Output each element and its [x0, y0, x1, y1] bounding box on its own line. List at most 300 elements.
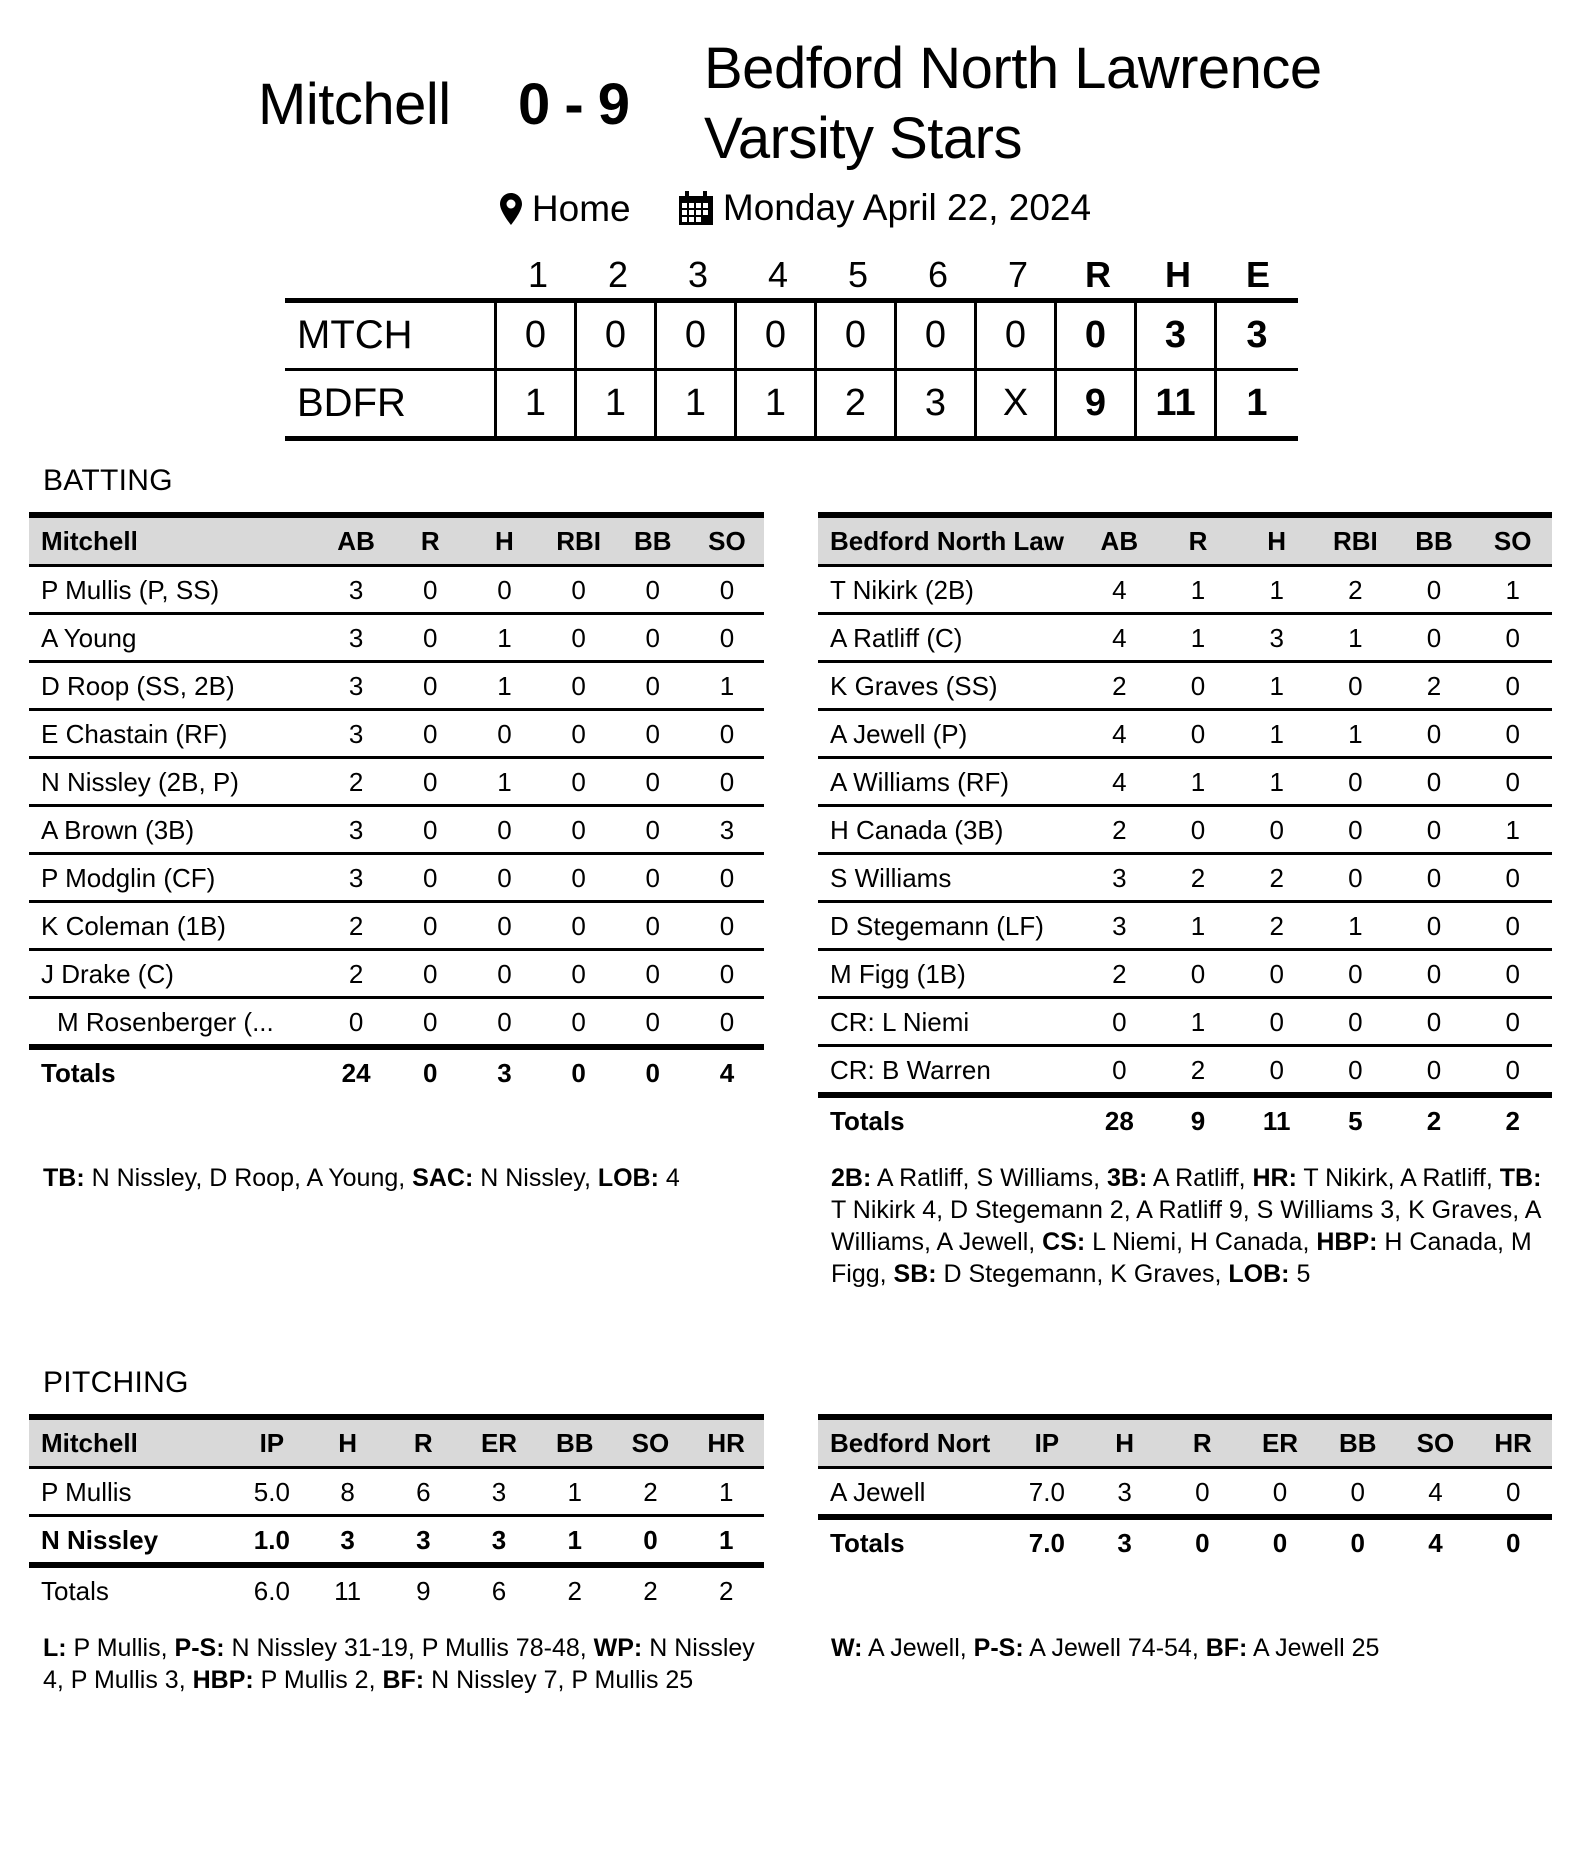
- stat-value: 0: [423, 863, 438, 893]
- stat-value: 0: [719, 959, 735, 989]
- note-value: A Jewell,: [862, 1634, 974, 1662]
- player-name[interactable]: P Mullis: [41, 1477, 132, 1507]
- totals-value: 28: [1104, 1106, 1134, 1136]
- stat-value: 0: [571, 623, 586, 653]
- column-header: R: [1192, 1428, 1212, 1458]
- player-name[interactable]: E Chastain (RF): [41, 719, 228, 749]
- note-key: L:: [43, 1634, 67, 1662]
- inning-score: 0: [817, 303, 897, 368]
- stat-value: 2: [348, 767, 364, 797]
- totals-value: 9: [416, 1576, 431, 1606]
- stat-value: 0: [1190, 671, 1206, 701]
- note-value: P Mullis 2,: [253, 1666, 383, 1694]
- pitching-notes-home: [831, 1632, 1561, 1664]
- stat-value: 0: [1190, 719, 1206, 749]
- stat-value: 1: [1190, 1007, 1206, 1037]
- table-row: [818, 903, 1552, 951]
- stat-value: 3: [1117, 1477, 1132, 1507]
- stat-value: 0: [1348, 1007, 1363, 1037]
- stat-value: 0: [1505, 959, 1520, 989]
- stat-value: 0: [1505, 1055, 1520, 1085]
- stat-value: 0: [497, 959, 512, 989]
- note-value: N Nissley, D Roop, A Young,: [84, 1164, 413, 1192]
- table-row: [818, 1047, 1552, 1098]
- note-value: 4: [658, 1164, 680, 1192]
- player-name[interactable]: A Young: [41, 623, 137, 653]
- totals-label: Totals: [41, 1058, 116, 1088]
- column-header-team: Mitchell: [41, 1428, 138, 1458]
- stat-value: 1: [1190, 767, 1206, 797]
- stat-value: 0: [645, 863, 660, 893]
- stat-value: 3: [719, 815, 735, 845]
- stat-value: 0: [1269, 815, 1284, 845]
- totals-value: 6.0: [253, 1576, 290, 1606]
- inning-score: 0: [897, 303, 977, 368]
- note-value: A Ratliff,: [1147, 1164, 1253, 1192]
- stat-value: 0: [348, 1007, 364, 1037]
- player-name[interactable]: P Modglin (CF): [41, 863, 216, 893]
- stat-value: 0: [1269, 1055, 1284, 1085]
- stat-value: 1: [1269, 719, 1284, 749]
- stat-value: 2: [1348, 575, 1363, 605]
- totals-value: 2: [567, 1576, 582, 1606]
- column-header: BB: [633, 526, 672, 556]
- stat-value: 0: [497, 719, 512, 749]
- note-value: L Niemi, H Canada,: [1085, 1228, 1317, 1256]
- location-text: Home: [531, 188, 631, 229]
- stat-value: 2: [348, 959, 364, 989]
- stat-value: 1: [719, 671, 735, 701]
- player-name[interactable]: D Stegemann (LF): [830, 911, 1044, 941]
- player-name[interactable]: M Figg (1B): [830, 959, 966, 989]
- totals-value: 11: [334, 1576, 362, 1606]
- total-errors: 3: [1246, 314, 1268, 356]
- stat-value: 4: [1112, 719, 1127, 749]
- stat-value: 0: [1350, 1477, 1365, 1507]
- totals-row: [29, 1568, 764, 1613]
- totals-value: 0: [1350, 1528, 1365, 1558]
- stat-value: 0: [423, 1007, 438, 1037]
- table-row: [29, 615, 764, 663]
- stat-value: 3: [348, 815, 364, 845]
- stat-value: 0: [719, 623, 735, 653]
- stat-value: 0: [1426, 575, 1442, 605]
- linescore-team: MTCH: [285, 303, 497, 368]
- inning-score: 1: [577, 371, 657, 436]
- stat-value: 7.0: [1028, 1477, 1065, 1507]
- linescore-col: 3: [687, 254, 709, 295]
- totals-value: 2: [1505, 1106, 1520, 1136]
- note-key: BF:: [382, 1666, 425, 1694]
- totals-value: 4: [719, 1058, 735, 1088]
- stat-value: 0: [1348, 959, 1363, 989]
- table-row: [818, 663, 1552, 711]
- table-row: [818, 567, 1552, 615]
- map-pin-icon: [500, 193, 522, 225]
- stat-value: 1: [1348, 719, 1363, 749]
- stat-value: 0: [1272, 1477, 1288, 1507]
- linescore-team: BDFR: [285, 371, 497, 436]
- stat-value: 0: [571, 671, 586, 701]
- player-name[interactable]: T Nikirk (2B): [830, 575, 974, 605]
- stat-value: 4: [1112, 767, 1127, 797]
- player-name[interactable]: H Canada (3B): [830, 815, 1004, 845]
- calendar-icon: [679, 191, 713, 225]
- note-key: SB:: [893, 1260, 937, 1288]
- note-key: CS:: [1042, 1228, 1086, 1256]
- totals-label: Totals: [830, 1528, 905, 1558]
- stat-value: 2: [1190, 1055, 1206, 1085]
- player-name[interactable]: A Ratliff (C): [830, 623, 963, 653]
- stat-value: 0: [1348, 671, 1363, 701]
- stat-value: 0: [497, 911, 512, 941]
- player-name[interactable]: N Nissley (2B, P): [41, 767, 239, 797]
- away-team-name: Mitchell: [258, 72, 451, 137]
- note-value: N Nissley 4, P Mullis 3,: [43, 1634, 755, 1694]
- note-key: LOB:: [597, 1164, 659, 1192]
- linescore-col: 6: [927, 254, 949, 295]
- stat-value: 0: [497, 863, 512, 893]
- stat-value: 1: [718, 1525, 734, 1555]
- note-value: 5: [1289, 1260, 1311, 1288]
- table-row: [818, 711, 1552, 759]
- stat-value: 2: [1269, 911, 1284, 941]
- stat-value: 3: [1112, 911, 1127, 941]
- linescore: [285, 252, 1298, 441]
- table-row: [29, 1469, 764, 1517]
- column-header: SO: [631, 1428, 670, 1458]
- stat-value: 0: [571, 815, 586, 845]
- stat-value: 0: [1426, 719, 1442, 749]
- note-key: HR:: [1252, 1164, 1297, 1192]
- column-header: H: [495, 526, 514, 556]
- player-name[interactable]: CR: L Niemi: [830, 1007, 970, 1037]
- linescore-col-errors: E: [1245, 254, 1270, 295]
- stat-value: 0: [645, 1007, 660, 1037]
- totals-row: [818, 1098, 1552, 1143]
- inning-score: 0: [737, 303, 817, 368]
- stat-value: 0: [423, 911, 438, 941]
- player-name[interactable]: J Drake (C): [41, 959, 174, 989]
- column-header: BB: [555, 1428, 594, 1458]
- column-header: RBI: [1332, 526, 1378, 556]
- stat-value: 0: [497, 1007, 512, 1037]
- stat-value: 0: [1505, 767, 1520, 797]
- inning-score: 0: [577, 303, 657, 368]
- batting-section-title: BATTING: [43, 464, 173, 497]
- pitching-notes-away: [43, 1632, 768, 1696]
- stat-value: 1.0: [253, 1525, 290, 1555]
- player-name[interactable]: A Jewell (P): [830, 719, 968, 749]
- column-header: H: [1267, 526, 1287, 556]
- stat-value: 1: [1269, 671, 1284, 701]
- linescore-col: 7: [1007, 254, 1029, 295]
- column-header: IP: [1034, 1428, 1060, 1458]
- stat-value: 0: [719, 575, 735, 605]
- stat-value: 1: [1190, 623, 1206, 653]
- stat-value: 3: [416, 1525, 431, 1555]
- linescore-col: 4: [767, 254, 789, 295]
- stat-value: 0: [645, 911, 660, 941]
- column-header: BB: [1338, 1428, 1377, 1458]
- totals-label: Totals: [41, 1576, 109, 1606]
- stat-value: 0: [1190, 959, 1206, 989]
- stat-value: 0: [1269, 1007, 1284, 1037]
- stat-value: 3: [348, 575, 364, 605]
- totals-value: 0: [423, 1058, 438, 1088]
- stat-value: 0: [1269, 959, 1284, 989]
- column-header-team: Mitchell: [41, 526, 138, 556]
- inning-score: 2: [817, 371, 897, 436]
- stat-value: 0: [719, 767, 735, 797]
- totals-value: 0: [1272, 1528, 1288, 1558]
- stat-value: 0: [1195, 1477, 1210, 1507]
- stat-value: 0: [1426, 959, 1442, 989]
- player-name[interactable]: D Roop (SS, 2B): [41, 671, 235, 701]
- stat-value: 0: [1505, 911, 1520, 941]
- table-row: [29, 999, 764, 1050]
- stat-value: 0: [1348, 1055, 1363, 1085]
- totals-value: 11: [1262, 1106, 1291, 1136]
- totals-value: 24: [341, 1058, 371, 1088]
- note-value: N Nissley,: [473, 1164, 598, 1192]
- stat-value: 0: [1505, 863, 1520, 893]
- table-row: [29, 759, 764, 807]
- total-hits: 3: [1137, 303, 1217, 368]
- batting-table-away: [29, 512, 764, 1095]
- table-row: [818, 951, 1552, 999]
- note-key: SAC:: [412, 1164, 474, 1192]
- column-header: AB: [1100, 526, 1139, 556]
- stat-value: 2: [1190, 863, 1206, 893]
- note-value: N Nissley 7, P Mullis 25: [424, 1666, 694, 1694]
- totals-value: 2: [643, 1576, 658, 1606]
- player-name[interactable]: K Graves (SS): [830, 671, 998, 701]
- player-name[interactable]: CR: B Warren: [830, 1055, 991, 1085]
- linescore-col: 1: [527, 254, 549, 295]
- table-row: [29, 855, 764, 903]
- batting-table-home: [818, 512, 1552, 1143]
- date-text: Monday April 22, 2024: [722, 187, 1092, 228]
- game-date: [679, 185, 1091, 231]
- stat-value: 1: [497, 671, 512, 701]
- note-value: A Jewell 74-54,: [1023, 1634, 1206, 1662]
- table-row: [29, 711, 764, 759]
- stat-value: 1: [1269, 575, 1284, 605]
- stat-value: 0: [645, 623, 660, 653]
- table-header: [29, 1420, 764, 1469]
- stat-value: 0: [645, 815, 660, 845]
- stat-value: 0: [571, 1007, 586, 1037]
- inning-score: 1: [497, 371, 577, 436]
- linescore-row-away: [285, 303, 1298, 368]
- stat-value: 0: [571, 575, 586, 605]
- note-key: TB:: [1499, 1164, 1542, 1192]
- stat-value: 3: [340, 1525, 355, 1555]
- stat-value: 0: [1348, 815, 1363, 845]
- player-name[interactable]: P Mullis (P, SS): [41, 575, 220, 605]
- stat-value: 0: [1426, 767, 1442, 797]
- stat-value: 0: [571, 767, 586, 797]
- totals-value: 6: [491, 1576, 507, 1606]
- note-key: BF:: [1205, 1634, 1248, 1662]
- table-row: [818, 1469, 1552, 1520]
- totals-value: 9: [1190, 1106, 1206, 1136]
- player-name[interactable]: A Williams (RF): [830, 767, 1010, 797]
- stat-value: 0: [719, 719, 735, 749]
- table-row: [29, 951, 764, 999]
- stat-value: 1: [1348, 911, 1363, 941]
- player-name[interactable]: N Nissley: [41, 1525, 159, 1555]
- totals-value: 7.0: [1028, 1528, 1065, 1558]
- stat-value: 0: [1505, 623, 1520, 653]
- note-value: T Nikirk 4, D Stegemann 2, A Ratliff 9, S Williams 3, K Graves, A Williams, A Jewell,: [831, 1196, 1541, 1256]
- stat-value: 0: [1426, 1007, 1442, 1037]
- stat-value: 0: [645, 671, 660, 701]
- home-team-name-line2: Varsity Stars: [704, 106, 1022, 171]
- player-name[interactable]: S Williams: [830, 863, 952, 893]
- total-hits: 11: [1137, 371, 1217, 436]
- note-key: HBP:: [1316, 1228, 1378, 1256]
- column-header: R: [413, 1428, 433, 1458]
- stat-value: 1: [567, 1525, 582, 1555]
- stat-value: 2: [1269, 863, 1284, 893]
- home-team-name-line1: Bedford North Lawrence: [704, 36, 1322, 101]
- game-meta: [0, 185, 1591, 236]
- pitching-table-away: [29, 1414, 764, 1613]
- column-header: SO: [1416, 1428, 1455, 1458]
- column-header: H: [338, 1428, 357, 1458]
- column-header: ER: [480, 1428, 518, 1458]
- stat-value: 4: [1428, 1477, 1443, 1507]
- inning-score: 1: [657, 371, 737, 436]
- note-key: P-S:: [174, 1634, 225, 1662]
- stat-value: 3: [491, 1477, 507, 1507]
- player-name[interactable]: M Rosenberger (...: [57, 1007, 274, 1037]
- stat-value: 2: [1112, 671, 1127, 701]
- stat-value: 1: [1190, 911, 1206, 941]
- stat-value: 0: [719, 1007, 735, 1037]
- stat-value: 8: [340, 1477, 355, 1507]
- stat-value: 3: [348, 671, 364, 701]
- stat-value: 0: [645, 719, 660, 749]
- player-name[interactable]: A Brown (3B): [41, 815, 195, 845]
- pitching-section-title: PITCHING: [43, 1366, 189, 1399]
- inning-score: 0: [497, 303, 577, 368]
- stat-value: 3: [1112, 863, 1127, 893]
- totals-value: 3: [1117, 1528, 1132, 1558]
- stat-value: 2: [1426, 671, 1442, 701]
- stat-value: 2: [1112, 815, 1127, 845]
- stat-value: 3: [491, 1525, 507, 1555]
- stat-value: 0: [571, 911, 586, 941]
- table-row: [29, 903, 764, 951]
- stat-value: 0: [645, 767, 660, 797]
- stat-value: 6: [416, 1477, 431, 1507]
- stat-value: 0: [1112, 1055, 1127, 1085]
- stat-value: 3: [348, 863, 364, 893]
- inning-score: X: [977, 371, 1057, 436]
- stat-value: 0: [1190, 815, 1206, 845]
- totals-value: 2: [718, 1576, 734, 1606]
- note-key: HBP:: [192, 1666, 254, 1694]
- stat-value: 0: [645, 959, 660, 989]
- column-header: SO: [1493, 526, 1532, 556]
- note-value: H Canada, M Figg,: [831, 1228, 1532, 1288]
- stat-value: 0: [423, 767, 438, 797]
- column-header: RBI: [556, 526, 601, 556]
- column-header-team: Bedford Nort: [830, 1428, 991, 1458]
- stat-value: 3: [348, 719, 364, 749]
- stat-value: 0: [719, 863, 735, 893]
- totals-value: 0: [645, 1058, 660, 1088]
- linescore-row-home: [285, 368, 1298, 436]
- stat-value: 2: [1112, 959, 1127, 989]
- total-runs: 9: [1057, 371, 1137, 436]
- totals-label: Totals: [830, 1106, 905, 1136]
- stat-value: 0: [423, 623, 438, 653]
- stat-value: 0: [1112, 1007, 1127, 1037]
- note-key: LOB:: [1228, 1260, 1290, 1288]
- player-name[interactable]: K Coleman (1B): [41, 911, 226, 941]
- inning-score: 0: [977, 303, 1057, 368]
- stat-value: 0: [571, 719, 586, 749]
- stat-value: 0: [1426, 863, 1442, 893]
- note-key: 2B:: [831, 1164, 872, 1192]
- stat-value: 0: [1426, 623, 1442, 653]
- linescore-col: 5: [847, 254, 869, 295]
- batting-notes-away: [43, 1162, 763, 1194]
- column-header: SO: [708, 526, 746, 556]
- note-key: WP:: [593, 1634, 643, 1662]
- column-header-team: Bedford North Law: [830, 526, 1064, 556]
- column-header: HR: [707, 1428, 745, 1458]
- column-header: H: [1115, 1428, 1134, 1458]
- table-header: [818, 1420, 1552, 1469]
- note-value: N Nissley 31-19, P Mullis 78-48,: [224, 1634, 594, 1662]
- player-name[interactable]: A Jewell: [830, 1477, 926, 1507]
- note-value: D Stegemann, K Graves,: [936, 1260, 1229, 1288]
- stat-value: 0: [1505, 1007, 1520, 1037]
- note-value: T Nikirk, A Ratliff,: [1296, 1164, 1500, 1192]
- totals-value: 0: [1505, 1528, 1521, 1558]
- stat-value: 0: [1505, 719, 1520, 749]
- totals-value: 4: [1428, 1528, 1443, 1558]
- stat-value: 0: [571, 863, 586, 893]
- pitching-table-home: [818, 1414, 1552, 1565]
- totals-row: [29, 1050, 764, 1095]
- stat-value: 0: [497, 575, 512, 605]
- total-errors: 1: [1246, 382, 1268, 424]
- stat-value: 0: [423, 671, 438, 701]
- table-row: [29, 663, 764, 711]
- stat-value: 0: [1348, 863, 1363, 893]
- column-header: AB: [337, 526, 375, 556]
- stat-value: 0: [645, 575, 660, 605]
- linescore-col: 2: [607, 254, 629, 295]
- table-header: [29, 518, 764, 567]
- stat-value: 3: [1269, 623, 1284, 653]
- stat-value: 4: [1112, 623, 1127, 653]
- stat-value: 1: [1505, 575, 1520, 605]
- stat-value: 0: [1505, 671, 1520, 701]
- totals-row: [818, 1520, 1552, 1565]
- stat-value: 0: [1426, 1055, 1442, 1085]
- table-header: [818, 518, 1552, 567]
- stat-value: 0: [423, 719, 438, 749]
- stat-value: 0: [571, 959, 586, 989]
- stat-value: 0: [643, 1525, 658, 1555]
